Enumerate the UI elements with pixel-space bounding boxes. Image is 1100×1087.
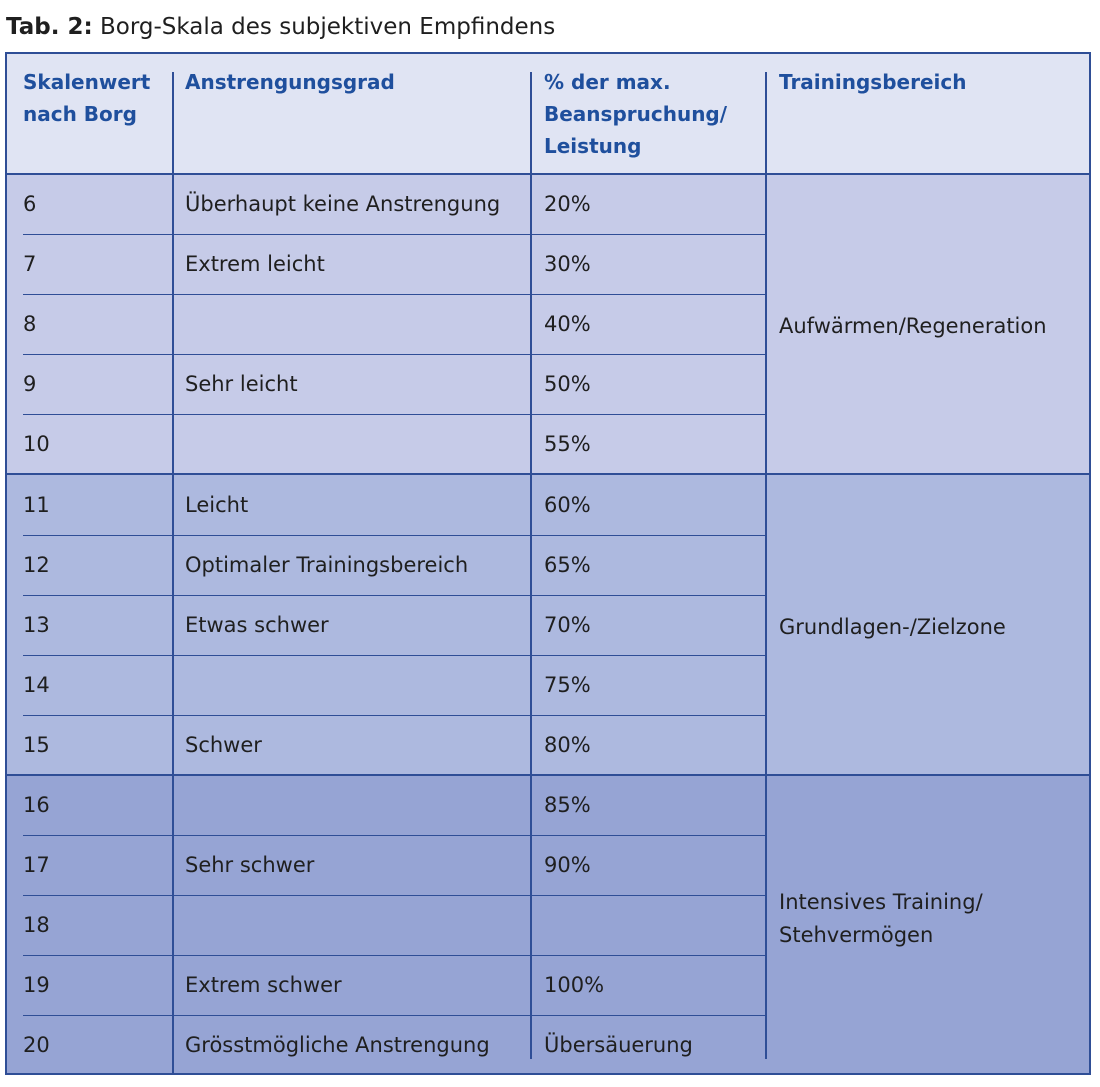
column-divider-3 <box>765 72 767 1059</box>
borg-value-cell: 16 <box>23 793 50 817</box>
percent-load-cell: 40% <box>544 312 591 336</box>
borg-value-cell: 18 <box>23 913 50 937</box>
borg-value-cell: 9 <box>23 372 37 396</box>
percent-load-cell: Übersäuerung <box>544 1033 693 1057</box>
row-divider <box>23 354 765 355</box>
effort-level-cell: Grösstmögliche Anstrengung <box>185 1033 490 1057</box>
row-divider <box>23 655 765 656</box>
borg-value-cell: 20 <box>23 1033 50 1057</box>
column-divider-1 <box>172 72 174 1075</box>
effort-level-cell: Extrem schwer <box>185 973 342 997</box>
percent-load-cell: 75% <box>544 673 591 697</box>
percent-load-cell: 85% <box>544 793 591 817</box>
percent-load-cell: 55% <box>544 432 591 456</box>
header-percent-load: % der max. Beanspruchung/ Leistung <box>544 70 728 158</box>
header-training-zone: Trainingsbereich <box>779 70 967 94</box>
percent-load-cell: 50% <box>544 372 591 396</box>
percent-load-cell: 100% <box>544 973 605 997</box>
effort-level-cell: Optimaler Trainingsbereich <box>185 553 469 577</box>
column-divider-2 <box>530 72 532 1059</box>
row-divider <box>23 955 765 956</box>
borg-value-cell: 12 <box>23 553 50 577</box>
caption-label: Tab. 2: <box>6 14 93 40</box>
percent-load-cell: 20% <box>544 192 591 216</box>
zone-label-3: Intensives Training/ Stehvermögen <box>779 890 983 947</box>
percent-load-cell: 80% <box>544 733 591 757</box>
borg-value-cell: 14 <box>23 673 50 697</box>
percent-load-cell: 70% <box>544 613 591 637</box>
borg-value-cell: 15 <box>23 733 50 757</box>
row-divider <box>23 835 765 836</box>
borg-value-cell: 17 <box>23 853 50 877</box>
effort-level-cell: Extrem leicht <box>185 252 325 276</box>
borg-value-cell: 19 <box>23 973 50 997</box>
effort-level-cell: Sehr schwer <box>185 853 315 877</box>
percent-load-cell: 65% <box>544 553 591 577</box>
row-divider <box>23 715 765 716</box>
effort-level-cell: Überhaupt keine Anstrengung <box>185 192 501 216</box>
row-divider <box>23 895 765 896</box>
header-effort-level: Anstrengungsgrad <box>185 70 395 94</box>
borg-value-cell: 8 <box>23 312 37 336</box>
effort-level-cell: Etwas schwer <box>185 613 329 637</box>
borg-scale-table <box>5 52 1091 1075</box>
borg-value-cell: 6 <box>23 192 37 216</box>
borg-value-cell: 7 <box>23 252 37 276</box>
percent-load-cell: 90% <box>544 853 591 877</box>
row-divider <box>23 595 765 596</box>
effort-level-cell: Schwer <box>185 733 262 757</box>
zone-label-1: Aufwärmen/Regeneration <box>779 314 1047 338</box>
borg-value-cell: 10 <box>23 432 50 456</box>
percent-load-cell: 60% <box>544 493 591 517</box>
caption-text: Borg-Skala des subjektiven Empfindens <box>99 14 556 40</box>
table-caption <box>6 14 555 40</box>
borg-value-cell: 13 <box>23 613 50 637</box>
row-divider <box>23 414 765 415</box>
row-divider <box>23 234 765 235</box>
effort-level-cell: Sehr leicht <box>185 372 298 396</box>
zone-label-2: Grundlagen-/Zielzone <box>779 615 1006 639</box>
row-divider <box>23 294 765 295</box>
header-borg-value: Skalenwert nach Borg <box>23 70 151 126</box>
borg-value-cell: 11 <box>23 493 50 517</box>
percent-load-cell: 30% <box>544 252 591 276</box>
effort-level-cell: Leicht <box>185 493 249 517</box>
